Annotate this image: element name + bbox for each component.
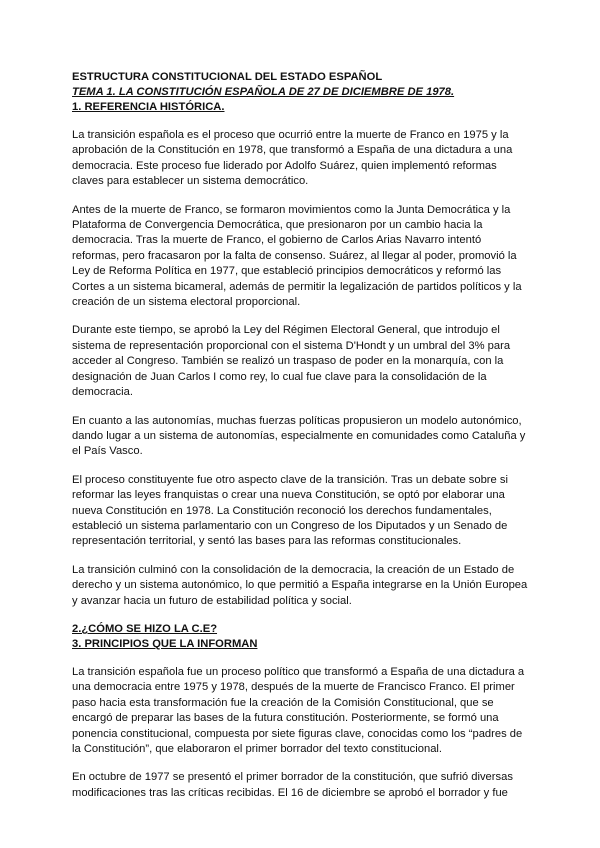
document-title: ESTRUCTURA CONSTITUCIONAL DEL ESTADO ESPAÑOL <box>72 71 383 83</box>
spacer <box>72 115 530 128</box>
section-headings <box>72 622 530 652</box>
paragraph: En octubre de 1977 se presentó el primer borrador de la constitución, que sufrió diversas modificaciones tras las críticas recibidas. El 16 de diciembre se aprobó el borrador y fue <box>72 771 513 799</box>
paragraph: En cuanto a las autonomías, muchas fuerzas políticas propusieron un modelo autonómico, dando lugar a un sistema de autonomías, especialmente en comunidades como Cataluña y el País Vasco. <box>72 414 526 458</box>
paragraph: Antes de la muerte de Franco, se formaron movimientos como la Junta Democrática y la Plataforma de Convergencia Democrática, que presionaron por un cambio hacia la democracia. Tras la muerte de Franco, el gobierno de Carlos Arias Navarro intentó reformas, pero fracasaron por la falta de consenso. Suárez, al llegar al poder, promovió la Ley de Reforma Política en 1977, que estableció principios democráticos y reformó las Cortes a un sistema bicameral, además de permitir la legalización de partidos políticos y la creación de un sistema electoral proporcional. <box>72 203 522 309</box>
paragraph: El proceso constituyente fue otro aspecto clave de la transición. Tras un debate sobre si reformar las leyes franquistas o crear una nueva Constitución, se optó por elaborar una nueva Constitución en 1978. La Constitución reconoció los derechos fundamentales, estableció un sistema parlamentario con un Congreso de los Diputados y un Senado de representación territorial, y sentó las bases para las reformas constitucionales. <box>72 473 508 548</box>
paragraph: La transición española fue un proceso político que transformó a España de una dictadura a una democracia entre 1975 y 1978, después de la muerte de Francisco Franco. El primer paso hacia esta transformación fue la creación de la Comisión Constitucional, que se encargó de preparar las bases de la futura constitución. Posteriormente, se formó una ponencia constitucional, compuesta por siete figuras clave, conocidas como los “padres de la Constitución”, que elaboraron el primer borrador del texto constitucional. <box>72 665 525 755</box>
paragraph: La transición culminó con la consolidación de la democracia, la creación de un Estado de derecho y un sistema autonómico, lo que permitió a España integrarse en la Unión Europea y avanzar hacia un futuro de estabilidad política y social. <box>72 563 528 607</box>
section1-heading: 1. REFERENCIA HISTÓRICA. <box>72 101 225 113</box>
paragraph: La transición española es el proceso que ocurrió entre la muerte de Franco en 1975 y la aprobación de la Constitución en 1978, que transformó a España de una dictadura a una democracia. Este proceso fue liderado por Adolfo Suárez, quien implementó reformas claves para establecer un sistema democrático. <box>72 129 513 188</box>
section2-heading: 2.¿CÓMO SE HIZO LA C.E? <box>72 622 218 635</box>
paragraph: Durante este tiempo, se aprobó la Ley del Régimen Electoral General, que introdujo el sistema de representación proporcional con el sistema D'Hondt y un umbral del 3% para acceder al Congreso. También se realizó un traspaso de poder en la monarquía, con la designación de Juan Carlos I como rey, lo cual fue clave para la consolidación de la democracia. <box>72 324 511 399</box>
document-subtitle: TEMA 1. LA CONSTITUCIÓN ESPAÑOLA DE 27 DE DICIEMBRE DE 1978. <box>72 86 455 98</box>
section3-body <box>72 665 530 801</box>
section3-heading: 3. PRINCIPIOS QUE LA INFORMAN <box>72 637 258 650</box>
section1-body <box>72 128 530 609</box>
